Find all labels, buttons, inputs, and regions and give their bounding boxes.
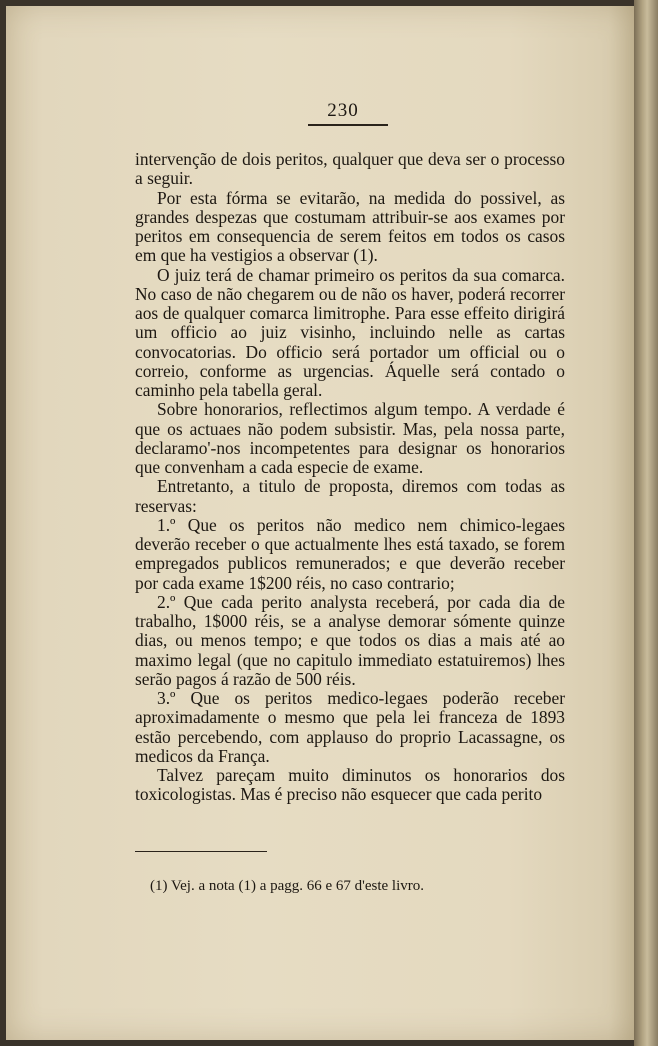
- paragraph-item-3: 3.º Que os peritos medico-legaes poderão receber aproximadamente o mesmo que pela lei franceza de 1893 estão percebendo, com applauso do proprio Lacassagne, os medicos da França.: [135, 688, 565, 766]
- page-number-rule: [308, 124, 388, 126]
- paragraph-proposta: Entretanto, a titulo de proposta, diremos com todas as reservas:: [135, 476, 565, 516]
- footnote: (1) Vej. a nota (1) a pagg. 66 e 67 d'este livro.: [150, 878, 425, 894]
- paragraph-judge: O juiz terá de chamar primeiro os peritos da sua comarca. No caso de não chegarem ou de não os haver, poderá recorrer aos de qualquer comarca limitrophe. Para esse effeito dirigirá um officio ao juiz visinho, incluindo nelle as cartas convocatorias. Do officio será portador um official ou o correio, conforme as urgencias. Áquelle será contado o caminho pela tabella geral.: [135, 264, 565, 400]
- paragraph-item-2: 2.º Que cada perito analysta receberá, por cada dia de trabalho, 1$000 réis, se a analyse demorar sómente quinze dias, ou menos tempo; e que todos os dias a mais até ao maximo legal (que no capitulo immediato estatuiremos) lhes serão pagos á razão de 500 réis.: [135, 591, 565, 689]
- body-text: [135, 150, 565, 805]
- paragraph-toxicologistas: Talvez pareçam muito diminutos os honorarios dos toxicologistas. Mas é preciso não esquecer que cada perito: [135, 765, 565, 805]
- paragraph-continued: intervenção de dois peritos, qualquer que deva ser o processo a seguir.: [135, 149, 565, 189]
- page-number: 230: [327, 100, 359, 121]
- book-spine-edge: [634, 0, 658, 1046]
- footnote-rule: [135, 851, 267, 852]
- paragraph-item-1: 1.º Que os peritos não medico nem chimico-legaes deverão receber o que actualmente lhes está taxado, se forem empregados publicos remunerados; e que deverão receber por cada exame 1$200 réis, no caso contrario;: [135, 514, 565, 593]
- paragraph-honorarios: Sobre honorarios, reflectimos algum tempo. A verdade é que os actuaes não podem subsistir. Mas, pela nossa parte, declaramo'-nos incompetentes para designar os honorarios que convenham a cada especie de exame.: [135, 399, 565, 477]
- paragraph-expenses: Por esta fórma se evitarão, na medida do possivel, as grandes despezas que costumam attribuir-se aos exames por peritos em consequencia de serem feitos em todos os casos em que ha vestigios a observar (1).: [135, 187, 565, 266]
